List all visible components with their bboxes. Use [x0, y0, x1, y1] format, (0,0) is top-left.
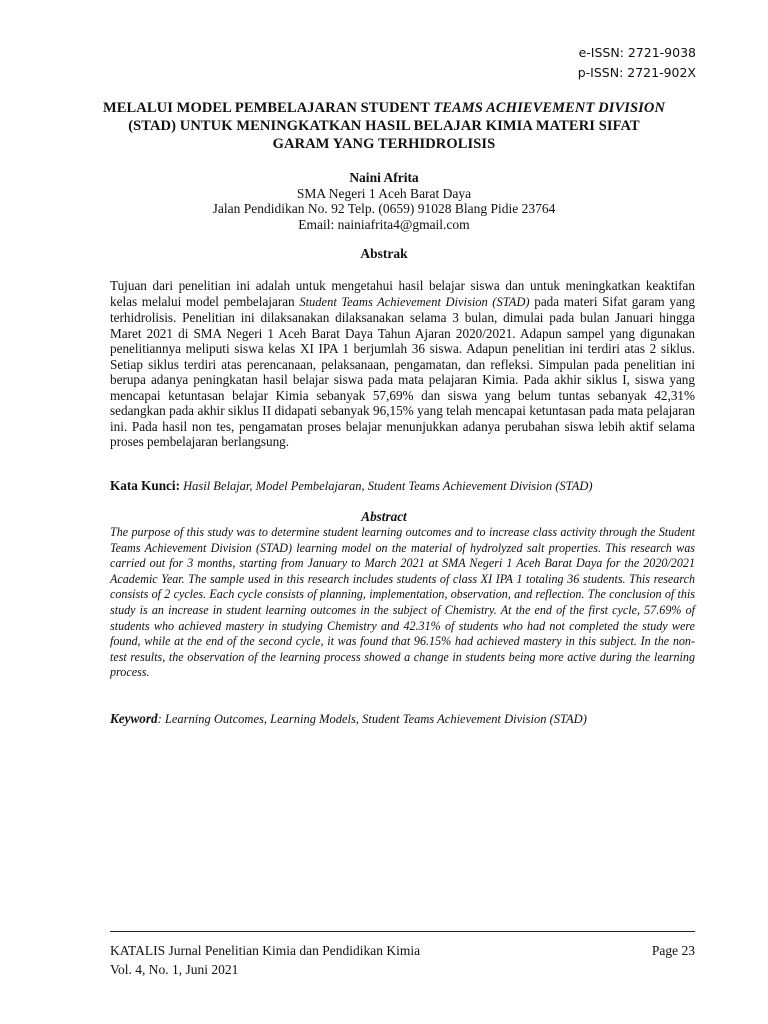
author-address: Jalan Pendidikan No. 92 Telp. (0659) 91028 Blang Pidie 23764: [212, 201, 556, 216]
title-part-1: MELALUI MODEL PEMBELAJARAN STUDENT: [102, 100, 434, 116]
author-affiliation: SMA Negeri 1 Aceh Barat Daya: [296, 185, 472, 201]
abstract-heading: Abstract: [361, 509, 407, 524]
abstrak-text-italic: Student Teams Achievement Division (STAD): [299, 294, 530, 309]
kata-kunci: [110, 478, 695, 494]
footer-page-number: Page 23: [651, 943, 695, 958]
author-email: Email: nainiafrita4@gmail.com: [298, 216, 470, 232]
issn-block: [578, 43, 696, 83]
author-block: [110, 170, 658, 232]
keyword-label: Keyword: [110, 711, 158, 726]
abstrak-body: [110, 278, 695, 450]
kata-kunci-label: Kata Kunci:: [110, 478, 180, 493]
keyword-text: : Learning Outcomes, Learning Models, Student Teams Achievement Division (STAD): [157, 712, 587, 726]
keyword-line: [110, 711, 695, 727]
paper-title: [100, 99, 668, 153]
title-part-3: (STAD) UNTUK MENINGKATKAN HASIL BELAJAR KIMIA MATERI SIFAT GARAM YANG TERHIDROLISIS: [128, 118, 640, 152]
abstrak-text-1: Tujuan dari penelitian ini adalah untuk mengetahui hasil belajar siswa dan untuk meningkatkan keaktifan kelas melalui model pembelajaran: [110, 278, 695, 309]
author-name: Naini Afrita: [349, 170, 419, 185]
p-issn: p-ISSN: 2721-902X: [577, 65, 696, 80]
footer-row: [110, 941, 695, 960]
e-issn: e-ISSN: 2721-9038: [578, 45, 696, 60]
footer-journal: KATALIS Jurnal Penelitian Kimia dan Pendidikan Kimia: [110, 943, 421, 958]
footer-volume: Vol. 4, No. 1, Juni 2021: [110, 962, 239, 977]
abstrak-text-2: pada materi Sifat garam yang terhidrolisis. Penelitian ini dilaksanakan dilaksanakan selama 3 bulan, dimulai pada bulan Januari hingga Maret 2021 di SMA Negeri 1 Aceh Barat Daya Tahun Ajaran 2020/2021. Adapun sampel yang digunakan penelitiannya meliputi siswa kelas XI IPA 1 berjumlah 36 siswa. Adapun penelitian ini terdiri atas 2 siklus. Setiap siklus terdiri atas perencanaan, pelaksanaan, pengamatan, dan refleksi. Simpulan pada penelitian ini berupa adanya peningkatan hasil belajar siswa pada mata pelajaran Kimia. Pada akhir siklus I, siswa yang mencapai ketuntasan belajar Kimia sebanyak 57,69% dan siswa yang belum tuntas sebanyak 42,31% sedangkan pada akhir siklus II didapati sebanyak 96,15% yang telah mencapai ketuntasan pada mata pelajaran ini. Pada hasil non tes, pengamatan proses belajar menunjukkan adanya perubahan siswa lebih aktif selama proses pembelajaran berlangsung.: [110, 293, 695, 449]
kata-kunci-text-1: Hasil Belajar, Model Pembelajaran: [179, 479, 362, 493]
footer-divider: [110, 931, 695, 932]
kata-kunci-text-2: , Student Teams Achievement Division (STAD): [361, 479, 593, 493]
title-part-2: TEAMS ACHIEVEMENT DIVISION: [433, 100, 666, 116]
abstrak-heading: Abstrak: [360, 246, 408, 261]
abstract-body: The purpose of this study was to determine student learning outcomes and to increase class activity through the Student Teams Achievement Division (STAD) learning model on the material of hydrolyzed salt properties. This research was carried out for 3 months, starting from January to March 2021 at SMA Negeri 1 Aceh Barat Daya for the 2020/2021 Academic Year. The sample used in this research includes students of class XI IPA 1 totaling 36 students. This research consists of 2 cycles. Each cycle consists of planning, implementation, observation, and reflection. The conclusion of this study is an increase in student learning outcomes in the subject of Chemistry. At the end of the first cycle, 57.69% of students who achieved mastery in studying Chemistry and 42.31% of students who had not completed the study were found, while at the end of the second cycle, it was found that 96.15% had achieved mastery in this subject. In the non-test results, the observation of the learning process showed a change in students being more active during the learning process.: [110, 525, 695, 680]
page-footer: [110, 941, 695, 979]
